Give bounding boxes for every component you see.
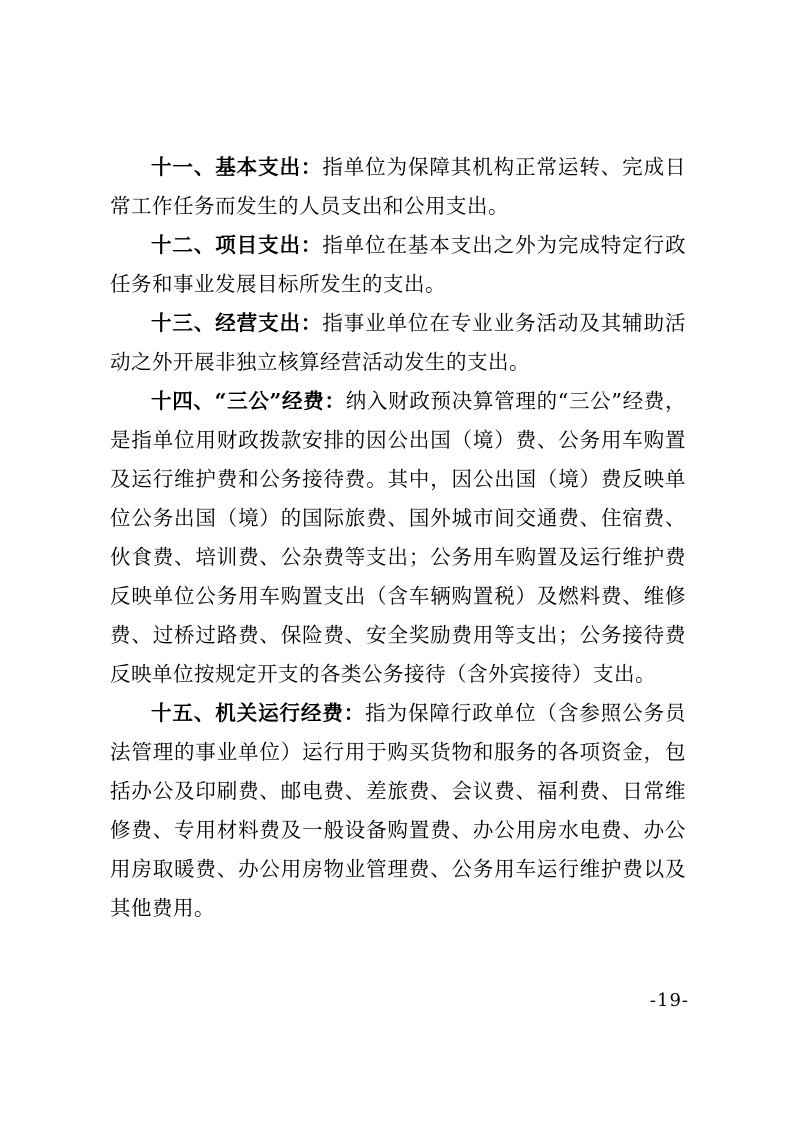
paragraph [110, 694, 686, 928]
paragraph-body: 指单位在基本支出之外为完成特定行政任务和事业发展目标所发生的支出。 [110, 233, 687, 296]
paragraph-body: 纳入财政预决算管理的“三公”经费，是指单位用财政拨款安排的因公出国（境）费、公务用车购置及运行维护费和公务接待费。其中，因公出国（境）费反映单位公务出国（境）的国际旅费、国外城市间交通费、住宿费、伙食费、培训费、公杂费等支出；公务用车购置及运行维护费反映单位公务用车购置支出（含车辆购置税）及燃料费、维修费、过桥过路费、保险费、安全奖励费用等支出；公务接待费反映单位按规定开支的各类公务接待（含外宾接待）支出。 [110, 389, 686, 686]
paragraph-heading: 十三、经营支出： [151, 311, 323, 335]
document-body [110, 148, 686, 928]
paragraph [110, 382, 686, 694]
paragraph [110, 304, 686, 382]
page-number: -19- [649, 990, 689, 1011]
paragraph-body: 指为保障行政单位（含参照公务员法管理的事业单位）运行用于购买货物和服务的各项资金，包括办公及印刷费、邮电费、差旅费、会议费、福利费、日常维修费、专用材料费及一般设备购置费、办公用房水电费、办公用房取暖费、办公用房物业管理费、公务用车运行维护费以及其他费用。 [110, 701, 687, 920]
paragraph-heading: 十五、机关运行经费： [151, 701, 366, 725]
paragraph-heading: 十二、项目支出： [151, 233, 323, 257]
paragraph [110, 148, 686, 226]
paragraph-heading: 十四、“三公”经费： [151, 389, 346, 413]
paragraph-heading: 十一、基本支出： [151, 155, 323, 179]
paragraph [110, 226, 686, 304]
paragraph-body: 指事业单位在专业业务活动及其辅助活动之外开展非独立核算经营活动发生的支出。 [110, 311, 687, 374]
paragraph-body: 指单位为保障其机构正常运转、完成日常工作任务而发生的人员支出和公用支出。 [110, 155, 687, 218]
